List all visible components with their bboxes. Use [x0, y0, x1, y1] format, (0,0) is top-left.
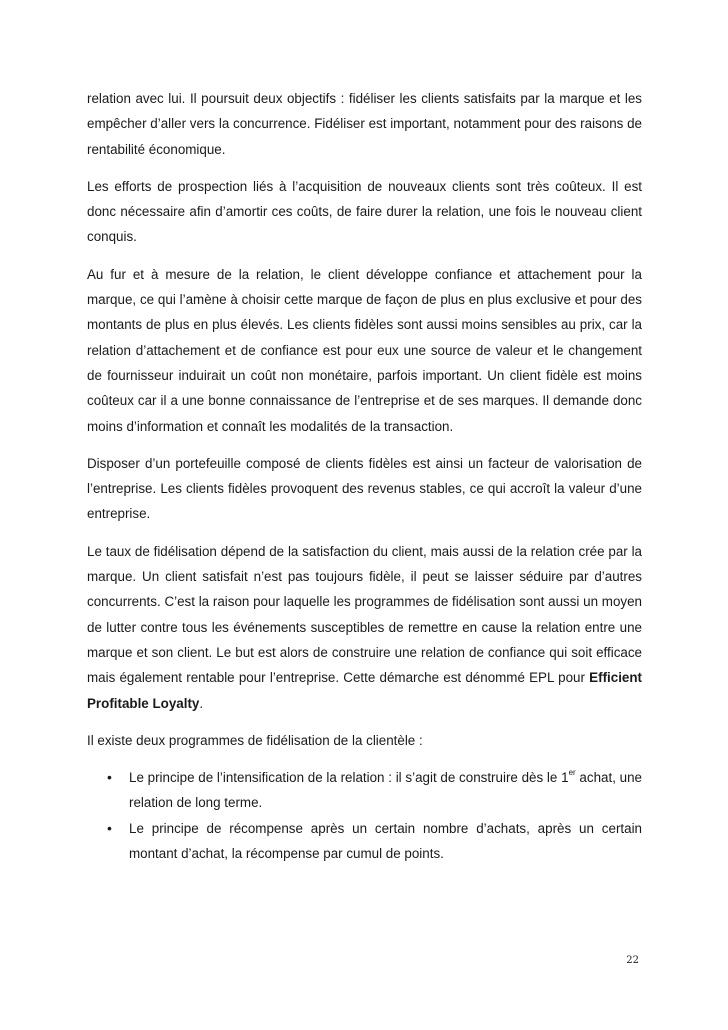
paragraph-1: relation avec lui. Il poursuit deux objectifs : fidéliser les clients satisfaits par la marque et les empêcher d’aller vers la concurrence. Fidéliser est important, notamment pour des raisons de rentabilité économique. — [87, 91, 642, 157]
list-item-text-end: achat, une relation de long terme. — [129, 770, 643, 811]
paragraph-5 — [87, 539, 642, 716]
paragraph-4: Disposer d’un portefeuille composé de clients fidèles est ainsi un facteur de valorisation de l’entreprise. Les clients fidèles provoquent des revenus stables, ce qui accroît la valeur d’une entreprise. — [87, 455, 642, 522]
page-body — [87, 86, 642, 866]
bullet-icon: • — [107, 819, 112, 836]
bullet-list — [87, 765, 642, 866]
list-item — [87, 765, 642, 816]
list-item — [87, 816, 642, 867]
paragraph-5-end: . — [199, 695, 204, 711]
list-item-text: Le principe de l’intensification de la relation : il s’agit de construire dès le 1 — [129, 770, 569, 786]
page-number: 22 — [626, 955, 639, 966]
paragraph-2: Les efforts de prospection liés à l’acquisition de nouveaux clients sont très coûteux. Il est donc nécessaire afin d’amortir ces coûts, de faire durer la relation, une fois le nouveau client conquis. — [87, 178, 642, 245]
list-intro: Il existe deux programmes de fidélisation de la clientèle : — [87, 732, 423, 748]
list-item-text: Le principe de récompense après un certain nombre d’achats, après un certain montant d’achat, la récompense par cumul de points. — [129, 820, 642, 862]
bullet-icon: • — [107, 769, 112, 786]
paragraph-3: Au fur et à mesure de la relation, le client développe confiance et attachement pour la marque, ce qui l’amène à choisir cette marque de façon de plus en plus exclusive et pour des montants de plus en plus élevés. Les clients fidèles sont aussi moins sensibles au prix, car la relation d’attachement et de confiance est pour eux une source de valeur et le changement de fournisseur induirait un coût non monétaire, parfois important. Un client fidèle est moins coûteux car il a une bonne connaissance de l’entreprise et de ses marques. Il demande donc moins d’information et connaît les modalités de la transaction. — [87, 266, 642, 434]
list-item-superscript: er — [568, 767, 576, 777]
paragraph-5-text: Le taux de fidélisation dépend de la satisfaction du client, mais aussi de la relation crée par la marque. Un client satisfait n’est pas toujours fidèle, il peut se laisser séduire par d’autres concurrents. C’est la raison pour laquelle les programmes de fidélisation sont aussi un moyen de lutter contre tous les événements susceptibles de remettre en cause la relation entre une marque et son client. Le but est alors de construire une relation de confiance qui soit efficace mais également rentable pour l’entreprise. Cette démarche est dénommé EPL pour — [87, 543, 642, 686]
paragraph-5-bold: Efficient Profitable Loyalty — [87, 670, 642, 711]
